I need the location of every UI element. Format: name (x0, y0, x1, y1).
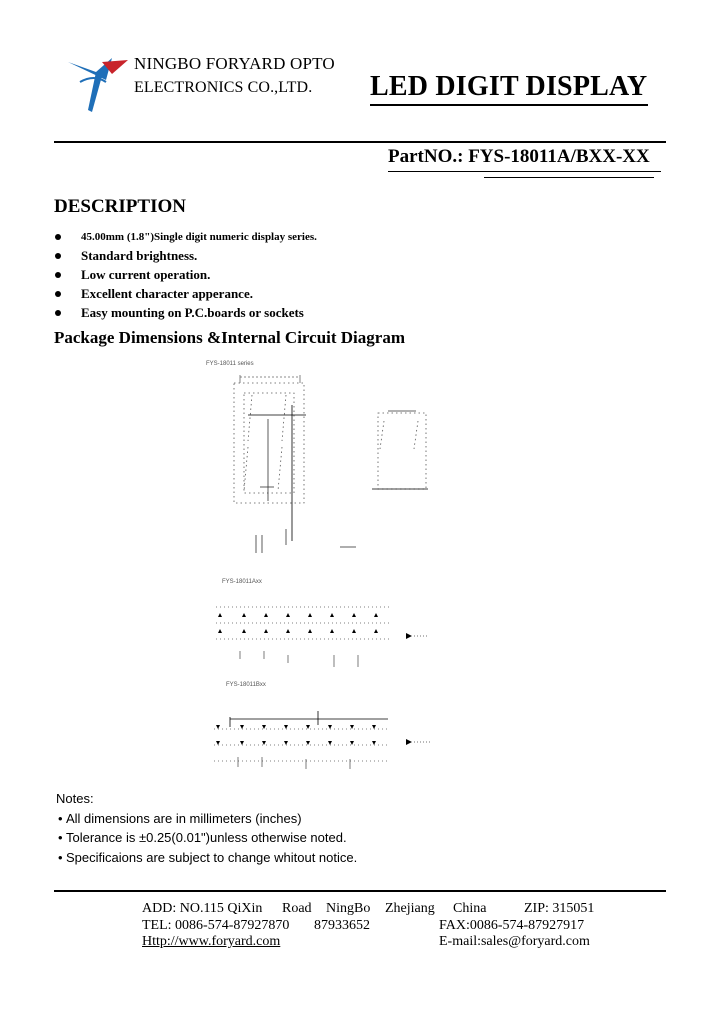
list-item: Easy mounting on P.C.boards or sockets (54, 303, 317, 322)
bullet-icon (55, 291, 61, 297)
fax-number: FAX:0086-574-87927917 (439, 917, 585, 933)
telephone: TEL: 0086-574-87927870 (142, 917, 290, 933)
bullet-icon (55, 272, 61, 278)
website-link[interactable]: Http://www.foryard.com (142, 934, 281, 949)
drawing-label-b: FYS-18011Bxx (226, 682, 266, 688)
part-number-underline (388, 171, 661, 172)
list-item: Low current operation. (54, 265, 317, 284)
bullet-icon (55, 234, 61, 240)
header-rule (54, 141, 666, 143)
company-logo (66, 56, 130, 112)
address-country: China (453, 901, 487, 916)
note-item: • All dimensions are in millimeters (inches) (56, 809, 357, 829)
drawing-label-a: FYS-18011Axx (222, 579, 262, 585)
notes-heading: Notes: (56, 791, 94, 806)
drawing-label-series: FYS-18011 series (206, 361, 254, 367)
footer-rule (54, 890, 666, 892)
package-diagram (200, 355, 480, 785)
description-heading: DESCRIPTION (54, 196, 186, 217)
telephone-2: 87933652 (314, 917, 370, 933)
part-number-underline-2 (484, 177, 654, 178)
address-road: Road (282, 901, 312, 916)
address: ADD: NO.115 QiXin (142, 901, 263, 916)
title-underline (370, 104, 648, 106)
list-item: Standard brightness. (54, 246, 317, 265)
company-name-line2: ELECTRONICS CO.,LTD. (134, 79, 313, 96)
list-item: Excellent character apperance. (54, 284, 317, 303)
email-address: E-mail:sales@foryard.com (439, 934, 590, 949)
notes-section (56, 789, 357, 867)
bullet-icon (55, 253, 61, 259)
company-name-line1: NINGBO FORYARD OPTO (134, 54, 335, 73)
zip-code: ZIP: 315051 (524, 901, 595, 916)
address-province: Zhejiang (385, 901, 435, 916)
part-number: PartNO.: FYS-18011A/BXX-XX (388, 146, 650, 167)
document-title: LED DIGIT DISPLAY (370, 71, 648, 102)
note-item: • Tolerance is ±0.25(0.01")unless otherwise noted. (56, 828, 357, 848)
note-item: • Specificaions are subject to change whitout notice. (56, 848, 357, 868)
bullet-icon (55, 310, 61, 316)
list-item: 45.00mm (1.8")Single digit numeric display series. (54, 227, 317, 246)
address-city: NingBo (326, 901, 371, 916)
package-heading: Package Dimensions &Internal Circuit Diagram (54, 328, 405, 347)
description-list (54, 227, 317, 322)
